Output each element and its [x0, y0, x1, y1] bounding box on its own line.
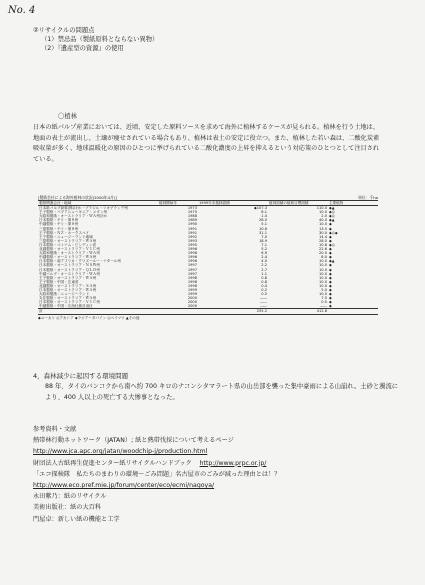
table-cell: 王子製紙・ＮＺ・ホークスベイ [39, 230, 90, 235]
table-cell: ◆ [329, 283, 332, 288]
table-cell: 10.0 [318, 222, 327, 227]
table-cell: 日本製紙・オーストラリア・ＱＬＤ州 [39, 267, 100, 272]
column-header: 製紙関連会社・地域 [38, 201, 158, 206]
table-cell: 1998 [187, 275, 197, 280]
table-cell: 20.0 [318, 251, 327, 256]
table-cell: 中越パルプ・オーストラリア・ＷＡ州 [39, 271, 100, 276]
table-cell: 8.1 [261, 210, 267, 215]
section-title: 4，森林減少に起因する環境問題 [33, 372, 129, 380]
table-cell: 10.0 [318, 267, 327, 272]
table-cell: 2000 [187, 296, 197, 301]
table-cell: ◆▲ [329, 206, 335, 211]
reference-link[interactable]: http://www.jca.apc.org/jatan/woodchip-j/production.html [33, 448, 208, 456]
table-cell: 1988 [187, 214, 197, 219]
table-cell: 三菱製紙・チリ・第８州 [39, 226, 79, 231]
table-cell: ◆ [329, 267, 332, 272]
table-cell: 1990 [187, 222, 197, 227]
table-cell: ◆ [329, 263, 332, 268]
table-cell: 22.6 [318, 247, 327, 252]
table-cell: 1992 [187, 234, 197, 239]
table-cell: 北越製紙・オーストラリア・ＳＡ州 [39, 283, 97, 288]
plantation-heading: 〇植林 [58, 113, 77, 120]
table-cell: ◆▲ [329, 218, 335, 223]
table-caption: [製紙会社による海外植林の状況(2000年4月)] [38, 195, 117, 200]
reference-item: 美術出版社：紙の大百科 [33, 504, 102, 512]
table-cell: 日本製紙・オーストラリア・ＶＩＣ州 [39, 300, 100, 305]
column-header: 植林開始年 [158, 201, 198, 206]
reference-item [33, 458, 413, 469]
table-cell: 大昭和製紙・オーストラリア・ＷＡ州ほか [39, 214, 108, 219]
table-cell: ―― [259, 300, 267, 305]
table-cell: 1991 [187, 226, 197, 231]
table-cell: 5.0 [321, 287, 327, 292]
table-cell: 大昭和製紙・ニュージーランド [39, 292, 90, 297]
table-cell: 2.0 [321, 214, 327, 219]
references [33, 424, 413, 525]
table-cell: 三菱製紙・オーストラリア・ＷＡ州 [39, 238, 97, 243]
table-cell: ◆ [329, 292, 332, 297]
table-cell: 王子製紙・オーストラリア・ＷＡ州 [39, 275, 97, 280]
table-cell: ◆◎ [329, 214, 335, 219]
table-cell: 255.2 [198, 309, 268, 314]
table-cell: 28.0 [318, 238, 327, 243]
table-cell: 28.0 [258, 218, 267, 223]
table-cell: ―― [319, 304, 327, 309]
table-cell: 王子製紙・中国・広東省 [39, 279, 79, 284]
table-cell: 日本製紙・ベトナム・ビンディン省 [39, 242, 97, 247]
reference-text: 財団法人古紙再生促進センター紙リサイクルハンドブック [33, 459, 192, 467]
table-cell: 王子製紙・ニュージーランド地域 [39, 234, 93, 239]
reference-item: 「エコ探検隊 私たちのまわりの環境～ごみ問題」名古屋市のごみが減った理由とは！？ [33, 470, 281, 478]
page-number: No. 4 [8, 5, 36, 16]
reference-item: 熱帯林行動ネットワーク（JATAN）; 紙と熱帯伐採について考えるページ [33, 437, 234, 445]
table-cell: ◆ [329, 300, 332, 305]
table-cell: 31.1 [258, 230, 267, 235]
list-item: （2）『遺産型の資源』の使用 [41, 45, 124, 52]
table-cell: ◆ [329, 296, 332, 301]
table-cell: 1973 [187, 206, 197, 211]
table-cell: 1998 [187, 283, 197, 288]
table-cell: 日本紙パルプ商事(株)ほか・ブラジル・リオグランデ州 [39, 206, 128, 211]
table-cell: 10.0 [318, 259, 327, 264]
table-cell: ◆◎◆ [329, 230, 338, 235]
reference-link[interactable]: http://www.prpc.or.jp/ [199, 459, 267, 467]
table-cell: ◆ [329, 271, 332, 276]
table-cell: 30.0 [318, 230, 327, 235]
table-cell: 7.1 [261, 242, 267, 247]
table-cell: 0.8 [261, 279, 267, 284]
table-cell: 0.5 [321, 300, 327, 305]
section-title: ②リサイクルの問題点 [33, 27, 95, 34]
table-cell: 4.0 [261, 259, 267, 264]
table-cell: 1998 [187, 279, 197, 284]
table-cell: 2000 [187, 304, 197, 309]
table-cell: 5.1 [261, 222, 267, 227]
table-cell: 1.1 [261, 271, 267, 276]
table-total-row [38, 309, 378, 314]
table-cell: 13.5 [318, 226, 327, 231]
table-cell: 1.4 [261, 214, 267, 219]
table-cell: 北越製紙・オーストラリア・ＶＩＣ州 [39, 247, 100, 252]
table-cell: ◆ [329, 226, 332, 231]
references-heading: 参考資料・文献 [33, 426, 77, 433]
table-cell: 10.0 [318, 283, 327, 288]
section-body: 88 年、タイのバンコクから南へ約 700 キロのナコンシタマラート県の山岳部を襲った集中豪雨による山崩れ。土砂と濁流により、400 人以上の死亡する大惨事となった。 [45, 383, 399, 401]
table-cell: 中越製紙・オーストラリア・ＷＡ州 [39, 255, 97, 260]
table-cell: 40.0 [318, 218, 327, 223]
table-cell: ◆107.3 [253, 206, 267, 211]
table-cell: 1993 [187, 238, 197, 243]
table-cell: 10.0 [318, 275, 327, 280]
reference-item: 永田紫乃：紙のリサイクル [33, 493, 107, 501]
table-cell: ◆ [329, 287, 332, 292]
table-cell: 1996 [187, 251, 197, 256]
table-cell: ◆ [329, 275, 332, 280]
section-forest-loss [33, 372, 403, 403]
table-cell: 0.2 [261, 287, 267, 292]
table-cell: ◆ [329, 238, 332, 243]
overseas-plantation-table [38, 195, 378, 321]
table-cell: 1995 [187, 242, 197, 247]
table-cell: ―― [259, 304, 267, 309]
table-cell: 10.0 [318, 279, 327, 284]
table-legend: ◆ユーカリ ◎アカシア ◆ラジアータパイン ◎ベイマツ ▲その他 [38, 315, 140, 320]
table-cell: 王子製紙・パプアニューギニア・メダン州 [39, 210, 108, 215]
table-cell: 10.0 [318, 292, 327, 297]
table-cell: 1999 [187, 292, 197, 297]
table-cell: 1999 [187, 287, 197, 292]
table-cell: 丸住製紙・オーストラリア・ＷＡ州 [39, 296, 97, 301]
table-cell: 1989 [187, 218, 197, 223]
table-cell: 1997 [187, 271, 197, 276]
table-cell: 日本製紙・オーストラリア・ＮＳＷ州 [39, 263, 100, 268]
table-cell: 7.5 [321, 296, 327, 301]
table-cell: ◆ [329, 255, 332, 260]
table-cell: 110.0 [316, 206, 327, 211]
table-cell: 1991 [187, 230, 197, 235]
table-cell [328, 309, 378, 314]
table-cell: 412.8 [268, 309, 328, 314]
table-cell: 10.8 [258, 226, 267, 231]
table-cell: 日本製紙・南アフリカ・クワズールー・ナタール州 [39, 259, 121, 264]
table-cell: 1975 [187, 210, 197, 215]
table-cell: 1997 [187, 267, 197, 272]
table-cell: ◆◎ [329, 242, 335, 247]
table-cell: ◆ [329, 247, 332, 252]
table-cell: 10.0 [318, 271, 327, 276]
table-cell: ◆ [329, 222, 332, 227]
table-cell: 7.0 [261, 234, 267, 239]
column-header: 主要植物 [328, 201, 378, 206]
plantation-paragraph: 日本の紙パルプ産業においては、近頃、安定した原料ソースを求めて海外に植林するケースが見られる。植林を行う土地は、地面の表土が流出し、土壌が痩せされている場合もあり、植林は表土の安定に役立つ。また、植林した若い森は、二酸化炭素吸収量が多く、地球温暖化の原因のひとつに挙げられている二酸化濃度の上昇を抑えるという対応策のひとつとして注目されている。 [33, 124, 380, 163]
table-cell: 1996 [187, 247, 197, 252]
table-cell: 中越製紙・中国・広西壮族自治区 [39, 304, 93, 309]
table-cell: 14.4 [318, 234, 327, 239]
table-cell: 10.0 [318, 263, 327, 268]
table-cell: 0.4 [261, 283, 267, 288]
reference-item: 門屋卓：新しい紙の機能と工学 [33, 515, 120, 523]
table-cell [158, 309, 198, 314]
table-cell: 2000 [187, 300, 197, 305]
table-cell: 2.7 [261, 267, 267, 272]
table-cell: ◆ [329, 251, 332, 256]
table-cell: 6.9 [261, 251, 267, 256]
table-cell: 大昭和製紙・オーストラリア・ＷＡ州 [39, 251, 100, 256]
column-header: 植林面積の植林目標面積 [268, 201, 328, 206]
table-cell: 18.9 [258, 238, 267, 243]
table-cell: 2.4 [261, 255, 267, 260]
table-cell: ◆ [329, 234, 332, 239]
table-cell: 1996 [187, 255, 197, 260]
column-header: 1999年末植林面積 [198, 201, 268, 206]
table-cell: 中越製紙・チリ・第８州 [39, 222, 79, 227]
table-cell: 2.2 [261, 263, 267, 268]
table-cell: ◆ [329, 304, 332, 309]
table-cell: 計 [38, 309, 158, 314]
table-cell: ◆ [329, 279, 332, 284]
section-recycling-problems [33, 26, 393, 53]
reference-link[interactable]: http://www.eco.pref.mie.jp/forum/center/eco/ecmi/nagoya/ [33, 482, 215, 490]
table-cell: 1996 [187, 259, 197, 264]
table-cell: 5.2 [261, 247, 267, 252]
table-cell: ◆◎ [329, 210, 335, 215]
table-unit: 単位：千ha [358, 195, 378, 200]
table-cell: 日本製紙・オーストラリア・ＷＡ州 [39, 287, 97, 292]
table-cell: ―― [259, 296, 267, 301]
table-cell: 日本製紙・チリ・第８州 [39, 218, 79, 223]
list-item: （1）禁忌品（製紙原料とならない異物） [41, 36, 159, 43]
table-cell: 10.0 [318, 210, 327, 215]
table-cell: 10.8 [318, 242, 327, 247]
table-cell: ◆▲ [329, 259, 335, 264]
table-cell: 0.8 [261, 275, 267, 280]
table-cell: 1997 [187, 263, 197, 268]
table-cell: 0.5 [261, 292, 267, 297]
table-cell: 8.0 [321, 255, 327, 260]
